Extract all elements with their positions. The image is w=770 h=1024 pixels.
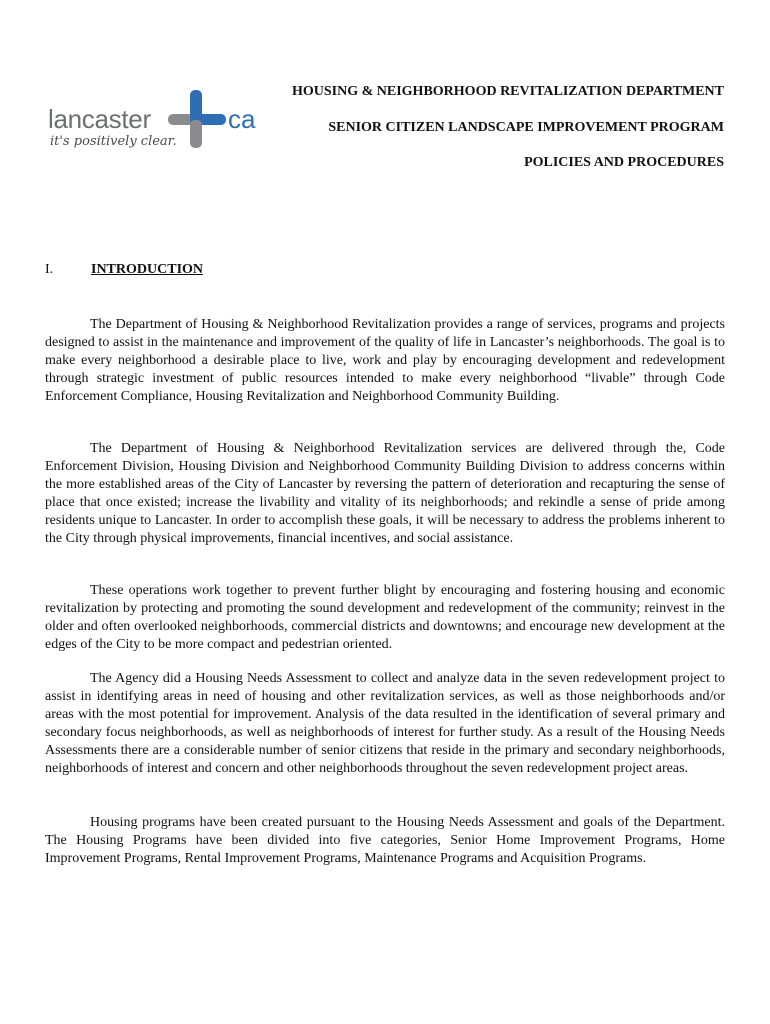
logo-wordmark: lancaster bbox=[48, 104, 151, 134]
logo-suffix: ca bbox=[228, 104, 256, 134]
paragraph-1: The Department of Housing & Neighborhood Revitalization provides a range of services, programs and projects designed to assist in the maintenance and improvement of the quality of life in Lancaster’s neighborhoods. The goal is to make every neighborhood a desirable place to live, work and play by encouraging development and redevelopment through strategic investment of public resources intended to make every neighborhood “livable” through Code Enforcement Compliance, Housing Revitalization and Neighborhood Community Building. bbox=[45, 317, 725, 404]
lancaster-plus-icon bbox=[168, 90, 228, 150]
program-title: SENIOR CITIZEN LANDSCAPE IMPROVEMENT PROGRAM bbox=[328, 120, 724, 135]
section-title: INTRODUCTION bbox=[91, 262, 204, 277]
lancaster-logo bbox=[44, 88, 264, 158]
paragraph-4: The Agency did a Housing Needs Assessment to collect and analyze data in the seven redevelopment project to assist in identifying areas in need of housing and other revitalization services, as well as those neighborhoods and/or areas with the most potential for improvement. Analysis of the data resulted in the identification of several primary and secondary focus neighborhoods, as well as neighborhoods of interest for further study. As a result of the Housing Needs Assessments there are a considerable number of senior citizens that reside in the primary and secondary neighborhoods, neighborhoods of interest and concern and other neighborhoods throughout the seven redevelopment project areas. bbox=[45, 671, 725, 776]
logo-tagline: it's positively clear. bbox=[50, 134, 177, 149]
paragraph-3: These operations work together to prevent further blight by encouraging and fostering housing and economic revitalization by protecting and promoting the sound development and redevelopment of the community; reinvest in the older and often overlooked neighborhoods, commercial districts and downtowns; and encourage new development at the edges of the City to be more compact and pedestrian oriented. bbox=[45, 583, 725, 652]
document-subtitle: POLICIES AND PROCEDURES bbox=[524, 155, 724, 170]
department-title: HOUSING & NEIGHBORHOOD REVITALIZATION DEPARTMENT bbox=[291, 84, 724, 99]
paragraph-2: The Department of Housing & Neighborhood Revitalization services are delivered through the, Code Enforcement Division, Housing Division and Neighborhood Community Building Division to address concerns within the more established areas of the City of Lancaster by reversing the pattern of deterioration and recapturing the sense of place that once existed; increase the livability and vitality of its neighborhoods; and rekindle a sense of pride among residents unique to Lancaster. In order to accomplish these goals, it will be necessary to address the problems inherent to the City through physical improvements, financial incentives, and social assistance. bbox=[45, 441, 725, 546]
section-number: I. bbox=[45, 262, 54, 277]
paragraph-5: Housing programs have been created pursuant to the Housing Needs Assessment and goals of the Department. The Housing Programs have been divided into five categories, Senior Home Improvement Programs, Home Improvement Programs, Rental Improvement Programs, Maintenance Programs and Acquisition Programs. bbox=[45, 815, 725, 866]
section-heading bbox=[45, 262, 203, 278]
